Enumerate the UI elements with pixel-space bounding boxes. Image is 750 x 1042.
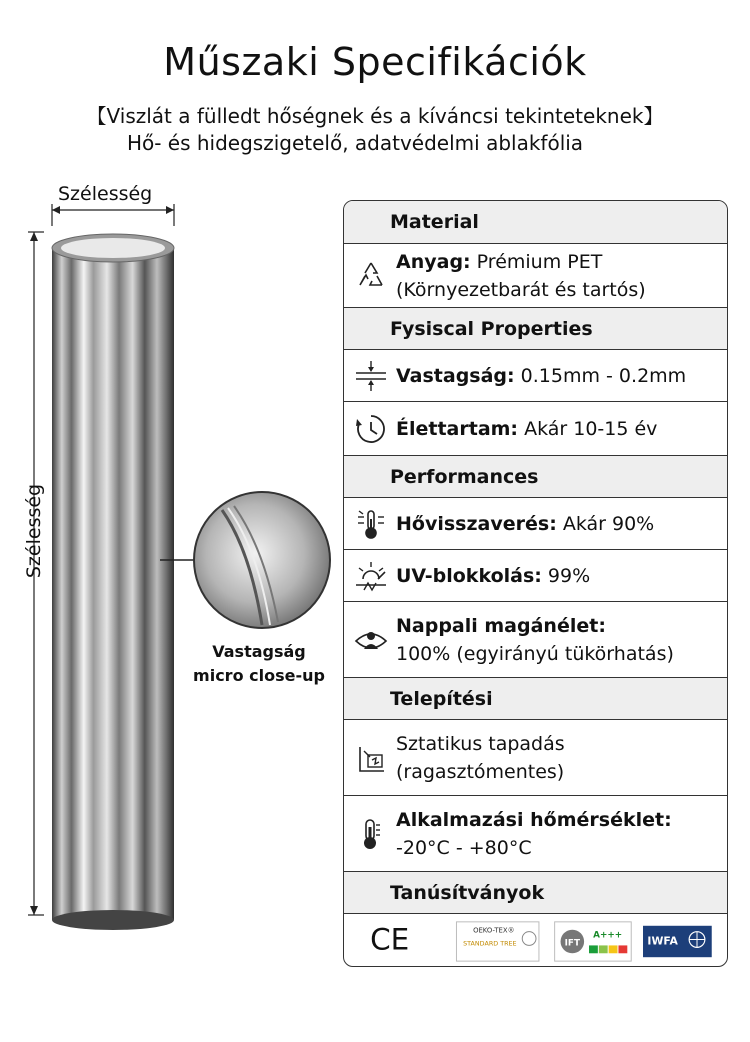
install-header-text: Telepítési	[390, 687, 493, 710]
spec-row-uv	[344, 549, 727, 601]
thermometer-sun-icon	[354, 507, 388, 541]
spec-row-material	[344, 243, 727, 307]
thermometer-icon	[354, 817, 388, 851]
eye-privacy-icon	[354, 623, 388, 657]
heat-value: Akár 90%	[556, 512, 655, 535]
uv-value: 99%	[541, 564, 591, 587]
closeup-label-line2: micro close-up	[193, 666, 325, 685]
ift-logo	[555, 922, 632, 961]
performance-header-text: Performances	[390, 465, 539, 488]
temperature-value: -20°C - +80°C	[396, 836, 532, 859]
page-title: Műszaki Specifikációk	[163, 40, 587, 84]
thickness-value: 0.15mm - 0.2mm	[514, 364, 687, 387]
spec-row-heat	[344, 497, 727, 549]
spec-row-privacy	[344, 601, 727, 677]
svg-text:IWFA: IWFA	[647, 934, 678, 948]
physical-header	[344, 307, 727, 349]
install-header	[344, 677, 727, 719]
certificate-logos	[344, 914, 727, 967]
static-text: Sztatikus tapadás	[396, 732, 565, 755]
subtitle-slogan: 【Viszlát a fülledt hőségnek és a kíváncsi tekinteteknek】	[86, 104, 664, 128]
heat-label: Hővisszaverés:	[396, 512, 557, 535]
closeup-label	[184, 640, 334, 688]
material-header-text: Material	[390, 211, 479, 233]
spec-table	[343, 200, 728, 967]
performance-header	[344, 455, 727, 497]
temperature-label: Alkalmazási hőmérséklet:	[396, 808, 672, 831]
spec-row-lifetime	[344, 401, 727, 455]
uv-label: UV-blokkolás:	[396, 564, 542, 587]
physical-header-text: Fysiscal Properties	[390, 317, 593, 340]
film-roll-graphic	[0, 170, 345, 930]
uv-block-icon	[354, 559, 388, 593]
spec-row-thickness	[344, 349, 727, 401]
svg-text:STANDARD TREE: STANDARD TREE	[463, 939, 517, 948]
spec-row-static	[344, 719, 727, 795]
closeup-label-line1: Vastagság	[212, 642, 306, 661]
thickness-icon	[354, 359, 388, 393]
width-label-top: Szélesség	[58, 183, 153, 205]
lifetime-value: Akár 10-15 év	[518, 417, 658, 440]
svg-text:IFT: IFT	[564, 938, 580, 949]
material-value: Prémium PET	[470, 250, 603, 273]
oeko-tex-logo	[456, 922, 538, 961]
privacy-label: Nappali magánélet:	[396, 614, 606, 637]
material-note: (Környezetbarát és tartós)	[396, 278, 646, 301]
iwfa-logo	[643, 926, 712, 957]
subtitle-description: Hő- és hidegszigetelő, adatvédelmi ablakfólia	[126, 131, 584, 155]
width-label-side: Szélesség	[23, 483, 45, 579]
material-header	[344, 201, 727, 243]
static-note: (ragasztómentes)	[396, 760, 565, 783]
recycle-icon	[354, 259, 388, 293]
cert-header-text: Tanúsítványok	[390, 881, 545, 904]
static-cling-icon	[354, 741, 388, 775]
spec-row-certificates	[344, 913, 727, 967]
spec-row-temperature	[344, 795, 727, 871]
material-label: Anyag:	[396, 250, 471, 273]
cert-header	[344, 871, 727, 913]
thickness-label: Vastagság:	[396, 364, 515, 387]
lifetime-label: Élettartam:	[396, 417, 519, 440]
svg-text:A+++: A+++	[593, 930, 623, 941]
ce-mark: CE	[370, 922, 410, 957]
privacy-value: 100% (egyirányú tükörhatás)	[396, 642, 674, 665]
clock-icon	[354, 412, 388, 446]
svg-text:OEKO-TEX®: OEKO-TEX®	[473, 926, 515, 935]
